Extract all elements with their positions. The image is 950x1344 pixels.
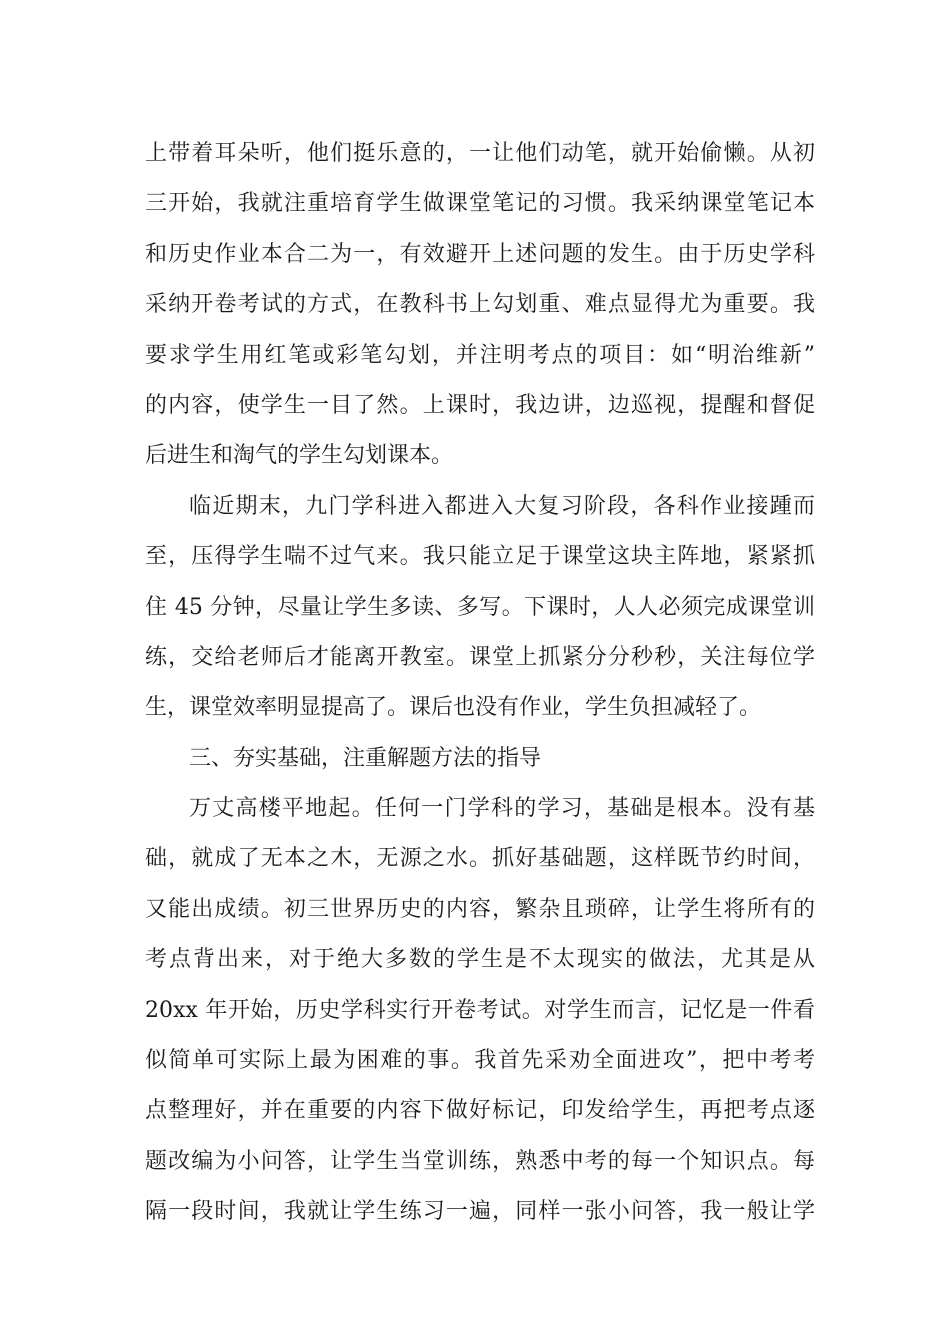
text-line: 题改编为小问答，让学生当堂训练，熟悉中考的每一个知识点。每 [145, 1148, 815, 1174]
text-line: 后进生和淘气的学生勾划课本。 [145, 443, 454, 469]
paragraph-first-line: 临近期末，九门学科进入都进入大复习阶段，各科作业接踵而 [189, 493, 815, 519]
body-text [145, 129, 815, 1238]
text-line: 住 45 分钟，尽量让学生多读、多写。下课时，人人必须完成课堂训 [145, 594, 815, 620]
text-line: 础，就成了无本之木，无源之水。抓好基础题，这样既节约时间， [145, 846, 815, 872]
text-line: 点整理好，并在重要的内容下做好标记，印发给学生，再把考点逐 [145, 1098, 815, 1124]
text-line: 采纳开卷考试的方式，在教科书上勾划重、难点显得尤为重要。我 [145, 292, 815, 318]
text-line: 似简单可实际上最为困难的事。我首先采劝全面进攻”，把中考考 [145, 1048, 815, 1074]
text-line: 的内容，使学生一目了然。上课时，我边讲，边巡视，提醒和督促 [145, 392, 815, 418]
paragraph-first-line: 万丈高楼平地起。任何一门学科的学习，基础是根本。没有基 [189, 796, 815, 822]
text-line: 三开始，我就注重培育学生做课堂笔记的习惯。我采纳课堂笔记本 [145, 191, 815, 217]
text-line: 隔一段时间，我就让学生练习一遍，同样一张小问答，我一般让学 [145, 1199, 815, 1225]
text-line: 考点背出来，对于绝大多数的学生是不太现实的做法，尤其是从 [145, 947, 815, 973]
text-line: 练，交给老师后才能离开教室。课堂上抓紧分分秒秒，关注每位学 [145, 644, 815, 670]
text-line: 20xx 年开始，历史学科实行开卷考试。对学生而言，记忆是一件看 [145, 997, 815, 1023]
section-heading: 三、夯实基础，注重解题方法的指导 [189, 745, 542, 771]
text-line: 又能出成绩。初三世界历史的内容，繁杂且琐碎，让学生将所有的 [145, 896, 815, 922]
text-line: 至，压得学生喘不过气来。我只能立足于课堂这块主阵地，紧紧抓 [145, 544, 815, 570]
text-line: 上带着耳朵听，他们挺乐意的，一让他们动笔，就开始偷懒。从初 [145, 141, 815, 166]
text-line: 要求学生用红笔或彩笔勾划，并注明考点的项目：如“明治维新” [145, 342, 815, 368]
text-line: 和历史作业本合二为一，有效避开上述问题的发生。由于历史学科 [145, 241, 815, 267]
text-line: 生，课堂效率明显提高了。课后也没有作业，学生负担减轻了。 [145, 695, 762, 721]
